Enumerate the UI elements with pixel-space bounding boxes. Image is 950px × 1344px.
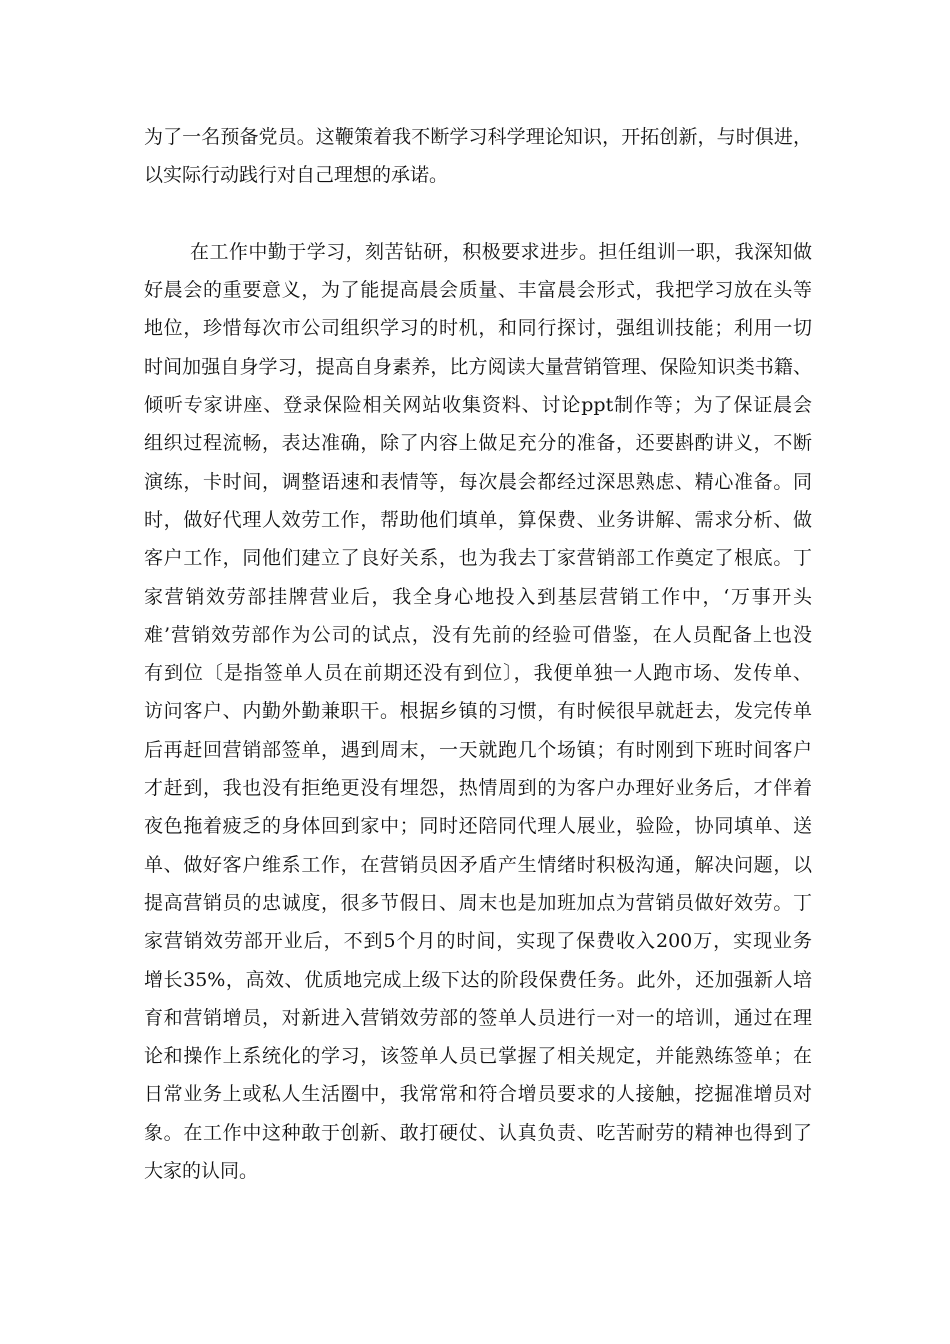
text-line: 客户工作，同他们建立了良好关系，也为我去丁家营销部工作奠定了根底。丁 (144, 547, 812, 570)
text-line: 夜色拖着疲乏的身体回到家中；同时还陪同代理人展业，验险，协同填单、送 (144, 815, 812, 838)
text-line: 论和操作上系统化的学习，该签单人员已掌握了相关规定，并能熟练签单；在 (144, 1045, 812, 1068)
text-line: 日常业务上或私人生活圈中，我常常和符合增员要求的人接触，挖掘准增员对 (144, 1083, 812, 1106)
text-line: 单、做好客户维系工作，在营销员因矛盾产生情绪时积极沟通，解决问题，以 (144, 853, 812, 876)
paragraph-gap (144, 195, 812, 233)
text-line: 好晨会的重要意义，为了能提高晨会质量、丰富晨会形式，我把学习放在头等 (144, 279, 812, 302)
text-line: 演练，卡时间，调整语速和表情等，每次晨会都经过深思熟虑、精心准备。同 (144, 470, 812, 493)
text-line: 育和营销增员，对新进入营销效劳部的签单人员进行一对一的培训，通过在理 (144, 1006, 812, 1029)
text-line: 在工作中勤于学习，刻苦钻研，积极要求进步。担任组训一职，我深知做 (190, 240, 812, 263)
text-line: 以实际行动践行对自己理想的承诺。 (144, 164, 449, 187)
paragraph-1 (144, 118, 812, 195)
text-line: 后再赶回营销部签单，遇到周末，一天就跑几个场镇；有时刚到下班时间客户 (144, 738, 812, 761)
text-line: 难’营销效劳部作为公司的试点，没有先前的经验可借鉴，在人员配备上也没 (144, 623, 812, 646)
document-page (144, 118, 812, 1190)
text-line: 组织过程流畅，表达准确，除了内容上做足充分的准备，还要斟酌讲义，不断 (144, 432, 812, 455)
paragraph-2 (144, 233, 812, 1190)
text-line: 才赶到，我也没有拒绝更没有埋怨，热情周到的为客户办理好业务后，才伴着 (144, 777, 812, 800)
text-line: 家营销效劳部挂牌营业后，我全身心地投入到基层营销工作中，‘万事开头 (144, 585, 812, 608)
text-line: 为了一名预备党员。这鞭策着我不断学习科学理论知识，开拓创新，与时俱进， (144, 126, 812, 148)
text-line: 提高营销员的忠诚度，很多节假日、周末也是加班加点为营销员做好效劳。丁 (144, 891, 812, 914)
text-line: 访问客户、内勤外勤兼职干。根据乡镇的习惯，有时候很早就赶去，发完传单 (144, 700, 812, 723)
text-line: 象。在工作中这种敢于创新、敢打硬仗、认真负责、吃苦耐劳的精神也得到了 (144, 1121, 812, 1144)
text-line: 增长35%，高效、优质地完成上级下达的阶段保费任务。此外，还加强新人培 (144, 968, 812, 991)
text-line: 时，做好代理人效劳工作，帮助他们填单，算保费、业务讲解、需求分析、做 (144, 508, 812, 531)
text-line: 地位，珍惜每次市公司组织学习的时机，和同行探讨，强组训技能；利用一切 (144, 317, 812, 340)
text-line: 大家的认同。 (144, 1160, 259, 1183)
text-line: 倾听专家讲座、登录保险相关网站收集资料、讨论ppt制作等；为了保证晨会 (144, 394, 812, 417)
text-line: 时间加强自身学习，提高自身素养，比方阅读大量营销管理、保险知识类书籍、 (144, 355, 812, 378)
text-line: 有到位〔是指签单人员在前期还没有到位〕，我便单独一人跑市场、发传单、 (144, 662, 812, 685)
text-line: 家营销效劳部开业后，不到5个月的时间，实现了保费收入200万，实现业务 (144, 930, 812, 953)
